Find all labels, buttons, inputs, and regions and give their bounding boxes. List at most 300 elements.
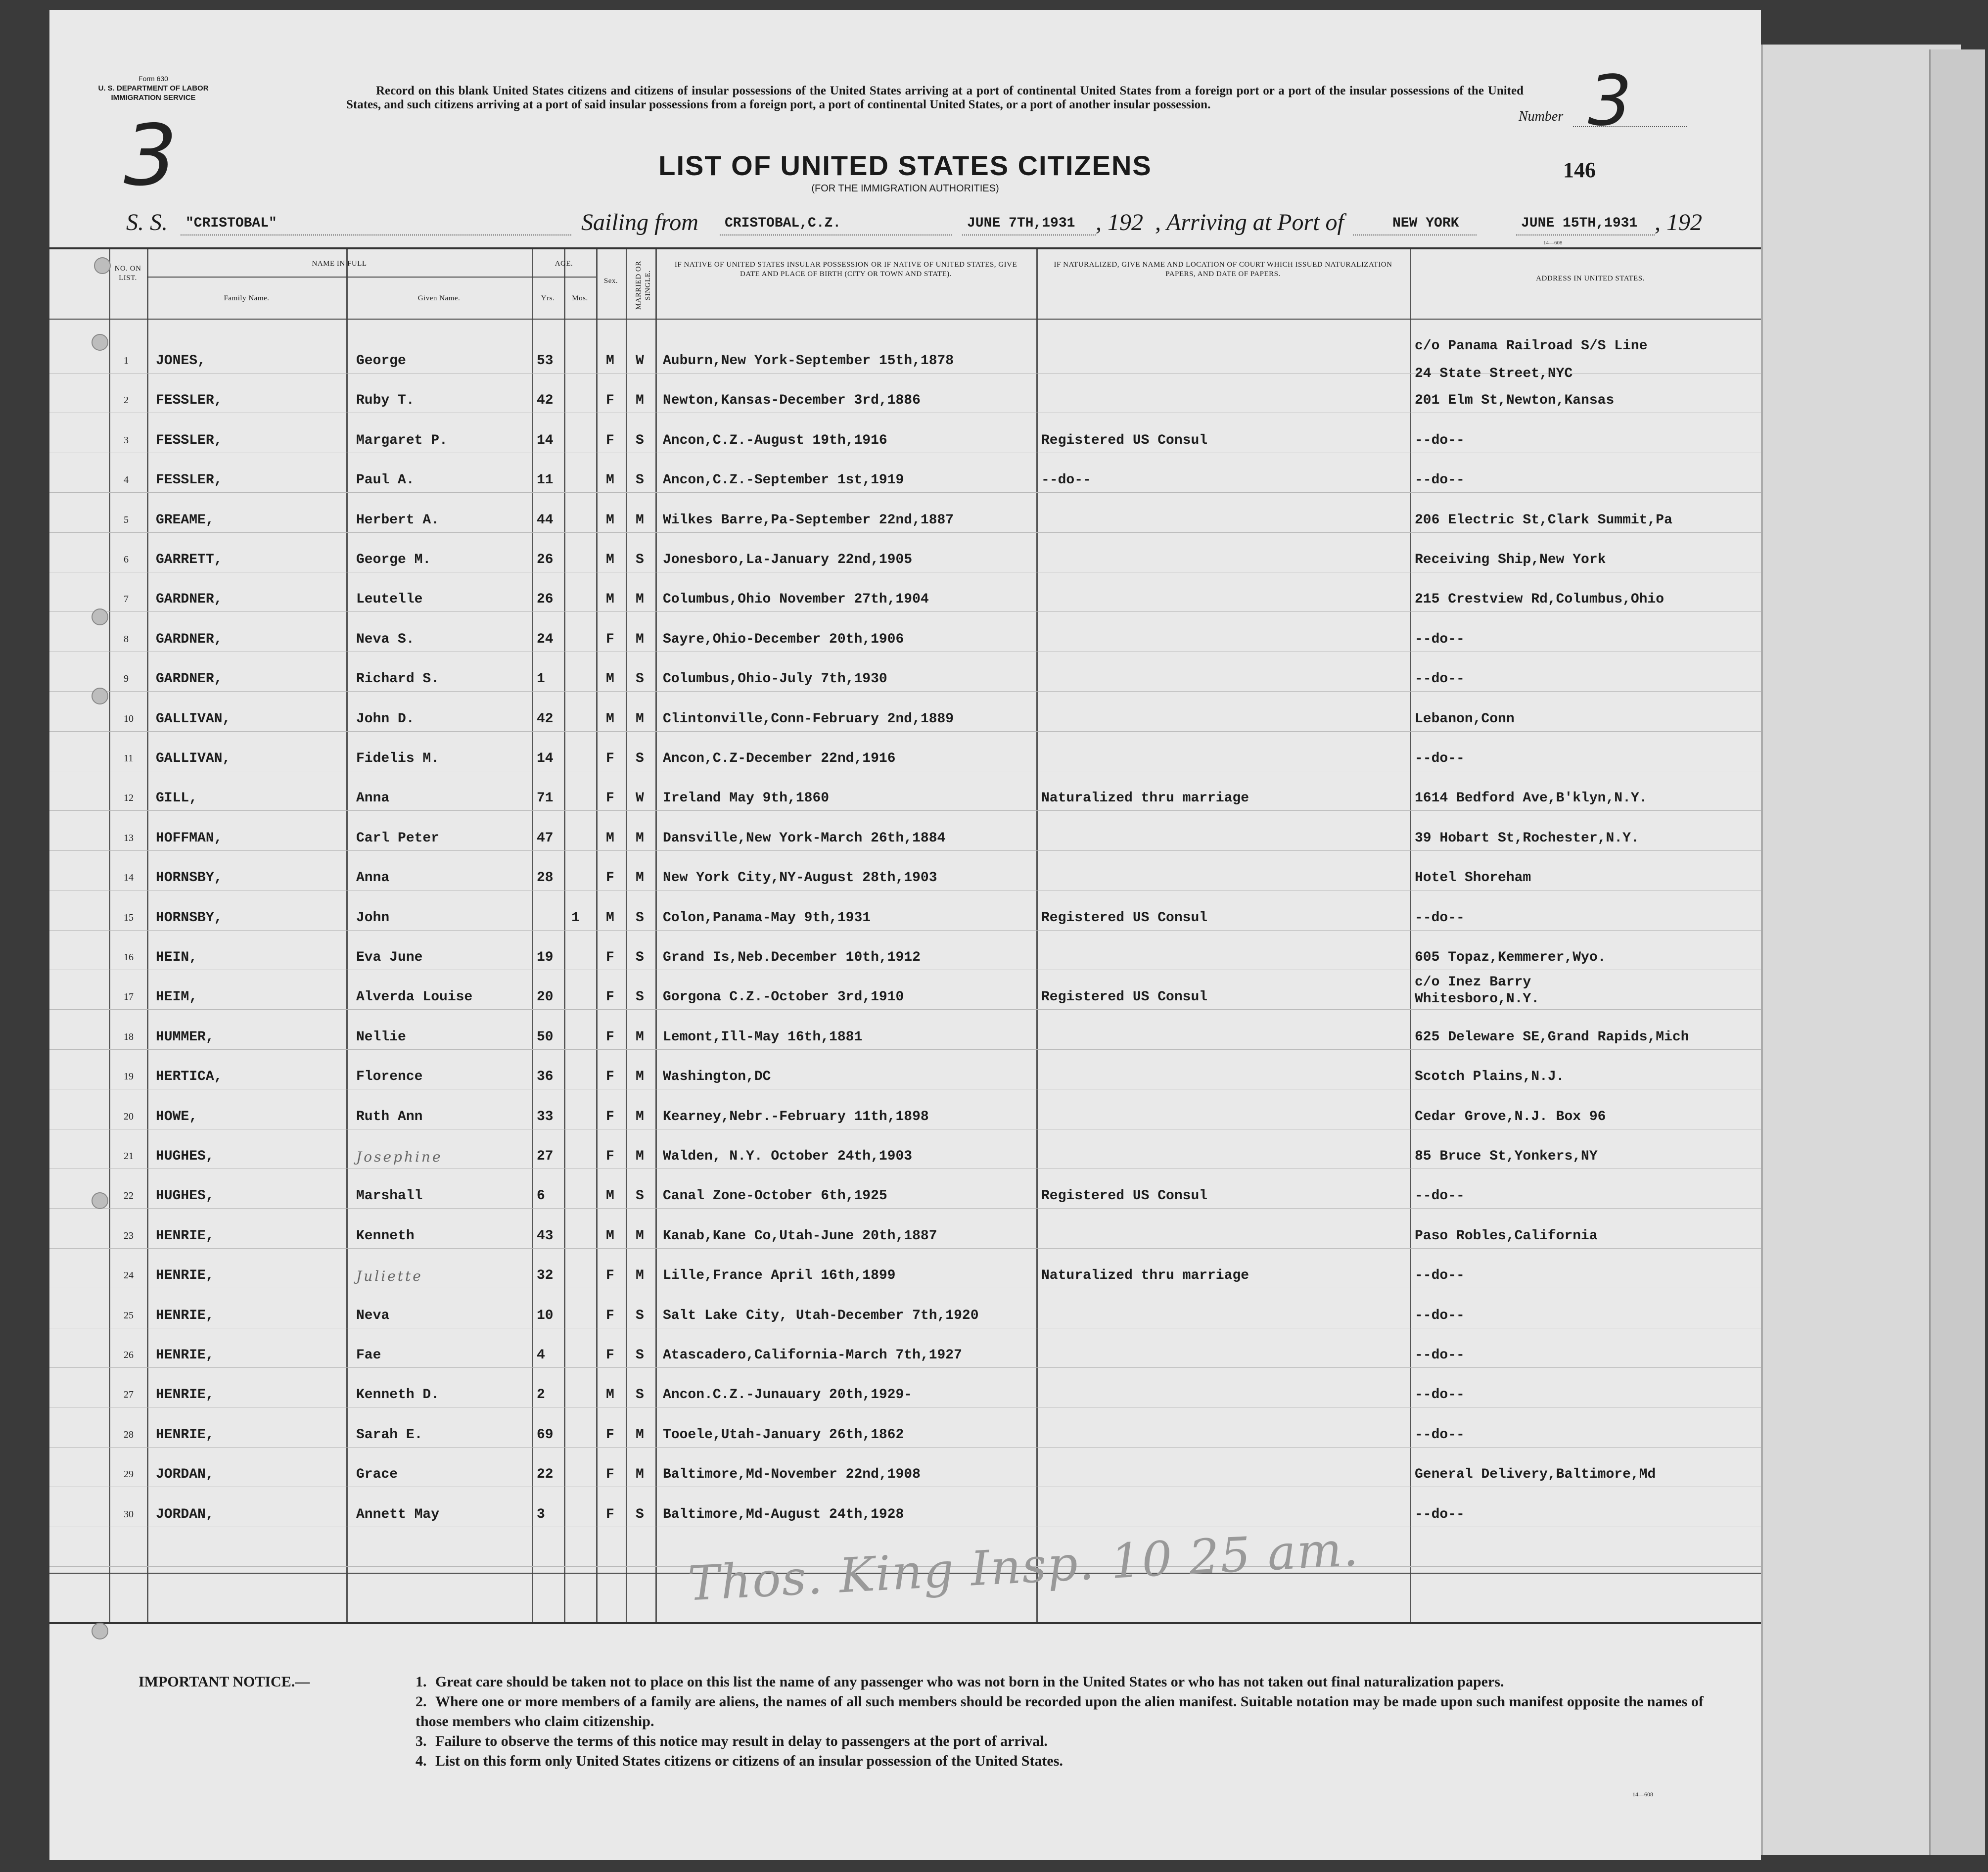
cell-family: HEIN,	[156, 950, 198, 965]
cell-addr: Lebanon,Conn	[1415, 711, 1515, 727]
cell-given: Fidelis M.	[356, 751, 440, 766]
cell-given: Annett May	[356, 1507, 440, 1522]
cell-family: FESSLER,	[156, 393, 223, 408]
cell-yrs: 11	[537, 472, 554, 488]
cell-birth: Baltimore,Md-November 22nd,1908	[663, 1467, 921, 1482]
cell-no: 18	[124, 1031, 134, 1042]
cell-sex: F	[606, 1268, 614, 1283]
header-bottom-rule	[49, 319, 1761, 320]
cell-given: Marshall	[356, 1188, 423, 1204]
cell-ms: S	[636, 989, 644, 1005]
cell-family: GALLIVAN,	[156, 711, 231, 727]
cell-no: 22	[124, 1190, 134, 1201]
sailing-date: JUNE 7TH,1931	[967, 216, 1075, 231]
notice-text: List on this form only United States citizens or citizens of an insular possession of the United States.	[435, 1753, 1063, 1769]
passenger-row	[49, 975, 1761, 1029]
sailing-from: CRISTOBAL,C.Z.	[725, 216, 841, 231]
cell-birth: Wilkes Barre,Pa-September 22nd,1887	[663, 513, 954, 528]
binder-hole	[92, 608, 108, 625]
cell-given: John	[356, 910, 390, 926]
col-no-header: NO. ON LIST.	[114, 265, 141, 282]
cell-ms: M	[636, 592, 644, 607]
passenger-row	[49, 592, 1761, 631]
cell-yrs: 24	[537, 632, 554, 647]
cell-no: 3	[124, 435, 129, 446]
cell-given: Leutelle	[356, 592, 423, 607]
passenger-row	[49, 671, 1761, 711]
cell-family: GILL,	[156, 791, 198, 806]
cell-family: GARDNER,	[156, 632, 223, 647]
cell-given: Eva June	[356, 950, 423, 965]
cell-ms: S	[636, 910, 644, 926]
cell-yrs: 42	[537, 711, 554, 727]
cell-given: Herbert A.	[356, 513, 440, 528]
passenger-row	[49, 751, 1761, 791]
passenger-row	[49, 791, 1761, 830]
cell-birth: Grand Is,Neb.December 10th,1912	[663, 950, 921, 965]
cell-sex: F	[606, 791, 614, 806]
passenger-row	[49, 393, 1761, 432]
passenger-row	[49, 711, 1761, 751]
cell-no: 7	[124, 594, 129, 605]
passenger-row	[49, 870, 1761, 910]
cell-sex: F	[606, 1030, 614, 1045]
cell-birth: Kearney,Nebr.-February 11th,1898	[663, 1109, 929, 1124]
page-number: 146	[1563, 158, 1596, 182]
cell-addr: --do--	[1415, 910, 1465, 926]
cell-addr: --do--	[1415, 751, 1465, 766]
col-age-header: AGE.	[555, 260, 573, 268]
cell-family: HEIM,	[156, 989, 198, 1005]
cell-yrs: 32	[537, 1268, 554, 1283]
cell-birth: Walden, N.Y. October 24th,1903	[663, 1149, 913, 1164]
cell-family: FESSLER,	[156, 472, 223, 488]
cell-addr: 1614 Bedford Ave,B'klyn,N.Y.	[1415, 791, 1648, 806]
cell-ms: M	[636, 831, 644, 846]
cell-ms: S	[636, 1348, 644, 1363]
cell-ms: S	[636, 433, 644, 448]
cell-yrs: 71	[537, 791, 554, 806]
manifest-table	[49, 247, 1761, 1624]
cell-given: Kenneth D.	[356, 1387, 440, 1403]
cell-sex: M	[606, 552, 614, 567]
ship-name: "CRISTOBAL"	[185, 216, 277, 231]
intro-text: Record on this blank United States citizens and citizens of insular possessions of the United States arriving at a port of continental United States from a foreign port or a port of the insular possessions of the United States, and such citizens arriving at a port of said insular possessions from a foreign port, a port of continental United States, or a port of another insular possession.	[346, 84, 1524, 111]
passenger-row	[49, 1069, 1761, 1109]
cell-no: 6	[124, 554, 129, 565]
cell-birth: Clintonville,Conn-February 2nd,1889	[663, 711, 954, 727]
cell-family: HOWE,	[156, 1109, 198, 1124]
cell-addr: --do--	[1415, 671, 1465, 687]
cell-birth: Salt Lake City, Utah-December 7th,1920	[663, 1308, 979, 1323]
cell-addr: c/o Inez Barry	[1415, 975, 1531, 990]
passenger-row	[49, 1188, 1761, 1228]
col-sex-header: Sex.	[603, 277, 618, 285]
cell-family: HUGHES,	[156, 1149, 214, 1164]
cell-ms: M	[636, 513, 644, 528]
cell-birth: Colon,Panama-May 9th,1931	[663, 910, 871, 926]
name-subheader-rule	[147, 277, 532, 278]
col-address-header: ADDRESS IN UNITED STATES.	[1536, 275, 1645, 282]
col-birth-header: IF NATIVE OF UNITED STATES INSULAR POSSESSION OR IF NATIVE OF UNITED STATES, GIVE DATE AND PLACE OF BIRTH (CITY OR TOWN AND STATE).	[674, 261, 1017, 278]
cell-no: 30	[124, 1509, 134, 1520]
sailing-date-underline	[962, 234, 1096, 235]
passenger-row	[49, 433, 1761, 472]
passenger-row	[49, 1308, 1761, 1348]
cell-family: GARRETT,	[156, 552, 223, 567]
cell-ms: W	[636, 791, 644, 806]
cell-ms: S	[636, 751, 644, 766]
cell-family: JORDAN,	[156, 1507, 214, 1522]
cell-family: HENRIE,	[156, 1387, 214, 1403]
cell-given: Nellie	[356, 1030, 406, 1045]
manifest-sheet	[49, 10, 1761, 1860]
cell-birth: Columbus,Ohio November 27th,1904	[663, 592, 929, 607]
ss-label: S. S.	[126, 209, 168, 235]
cell-ms: W	[636, 353, 644, 369]
cell-sex: F	[606, 1507, 614, 1522]
binder-hole	[92, 1623, 108, 1639]
cell-no: 8	[124, 634, 129, 645]
cell-yrs: 14	[537, 751, 554, 766]
cell-sex: M	[606, 831, 614, 846]
cell-birth: New York City,NY-August 28th,1903	[663, 870, 937, 886]
cell-sex: F	[606, 1427, 614, 1443]
cell-birth: Dansville,New York-March 26th,1884	[663, 831, 946, 846]
cell-yrs: 10	[537, 1308, 554, 1323]
arrival-port: NEW YORK	[1392, 216, 1459, 231]
cell-yrs: 33	[537, 1109, 554, 1124]
passenger-row	[49, 338, 1761, 393]
cell-sex: M	[606, 1188, 614, 1204]
cell-addr: --do--	[1415, 1188, 1465, 1204]
cell-no: 4	[124, 474, 129, 485]
cell-birth: Ancon,C.Z.-September 1st,1919	[663, 472, 904, 488]
cell-birth: Jonesboro,La-January 22nd,1905	[663, 552, 913, 567]
col-given-header: Given Name.	[417, 294, 461, 302]
cell-birth: Baltimore,Md-August 24th,1928	[663, 1507, 904, 1522]
cell-birth: Columbus,Ohio-July 7th,1930	[663, 671, 887, 687]
cell-no: 28	[124, 1429, 134, 1440]
passenger-row	[49, 1149, 1761, 1188]
form-code: 14—608	[1543, 240, 1563, 246]
cell-addr: Hotel Shoreham	[1415, 870, 1531, 886]
cell-sex: F	[606, 950, 614, 965]
col-married-header: MARRIED OR SINGLE.	[635, 261, 652, 310]
inspector-signature: Thos. King Insp. 10 25 am.	[686, 1521, 1360, 1612]
cell-family: GARDNER,	[156, 592, 223, 607]
sailing-underline	[720, 234, 952, 235]
cell-family: JORDAN,	[156, 1467, 214, 1482]
cell-no: 9	[124, 673, 129, 684]
cell-ms: M	[636, 870, 644, 886]
cell-sex: F	[606, 1348, 614, 1363]
cell-yrs: 3	[537, 1507, 545, 1522]
cell-ms: M	[636, 1467, 644, 1482]
cell-ms: S	[636, 950, 644, 965]
cell-family: HUMMER,	[156, 1030, 214, 1045]
cell-addr2: Whitesboro,N.Y.	[1415, 991, 1540, 1007]
cell-birth: Sayre,Ohio-December 20th,1906	[663, 632, 904, 647]
cell-family: FESSLER,	[156, 433, 223, 448]
cell-birth: Washington,DC	[663, 1069, 771, 1084]
cell-sex: F	[606, 1069, 614, 1084]
notice-number: 2.	[416, 1693, 427, 1710]
notice-text: Great care should be taken not to place on this list the name of any passenger who was not born in the United States or who has not taken out final naturalization papers.	[435, 1674, 1504, 1690]
cell-birth: Ancon,C.Z.-August 19th,1916	[663, 433, 887, 448]
cell-yrs: 69	[537, 1427, 554, 1443]
cell-family: HENRIE,	[156, 1427, 214, 1443]
cell-no: 20	[124, 1111, 134, 1122]
binder-hole	[92, 1192, 108, 1209]
cell-family: HUGHES,	[156, 1188, 214, 1204]
cell-nat: --do--	[1041, 472, 1091, 488]
notice-number: 3.	[416, 1733, 427, 1749]
passenger-row	[49, 1030, 1761, 1069]
cell-ms: M	[636, 393, 644, 408]
footer-code: 14—608	[1632, 1791, 1653, 1798]
cell-given: Neva	[356, 1308, 390, 1323]
cell-family: GALLIVAN,	[156, 751, 231, 766]
notice-item	[416, 1692, 1711, 1732]
cell-sex: F	[606, 1308, 614, 1323]
cell-given: Paul A.	[356, 472, 415, 488]
cell-no: 12	[124, 793, 134, 803]
arrival-date-underline	[1516, 234, 1655, 235]
cell-family: GREAME,	[156, 513, 214, 528]
cell-ms: M	[636, 1149, 644, 1164]
cell-ms: M	[636, 1427, 644, 1443]
cell-ms: S	[636, 671, 644, 687]
cell-sex: F	[606, 433, 614, 448]
passenger-row	[49, 1427, 1761, 1467]
cell-yrs: 27	[537, 1149, 554, 1164]
voyage-line	[126, 209, 1729, 238]
cell-mos: 1	[571, 910, 580, 926]
form-header	[89, 74, 218, 102]
cell-sex: F	[606, 393, 614, 408]
cell-ms: S	[636, 1507, 644, 1522]
cell-given: Kenneth	[356, 1228, 415, 1244]
cell-sex: F	[606, 1149, 614, 1164]
cell-no: 16	[124, 952, 134, 963]
cell-birth: Kanab,Kane Co,Utah-June 20th,1887	[663, 1228, 937, 1244]
cell-family: HENRIE,	[156, 1228, 214, 1244]
cell-addr: 605 Topaz,Kemmerer,Wyo.	[1415, 950, 1606, 965]
cell-addr: --do--	[1415, 472, 1465, 488]
cell-no: 5	[124, 515, 129, 525]
cell-given: Neva S.	[356, 632, 415, 647]
cell-birth: Tooele,Utah-January 26th,1862	[663, 1427, 904, 1443]
service: IMMIGRATION SERVICE	[111, 94, 196, 102]
cell-addr: --do--	[1415, 1507, 1465, 1522]
cell-family: HENRIE,	[156, 1348, 214, 1363]
cell-addr: --do--	[1415, 1268, 1465, 1283]
cell-yrs: 50	[537, 1030, 554, 1045]
cell-birth: Newton,Kansas-December 3rd,1886	[663, 393, 921, 408]
cell-given: Ruth Ann	[356, 1109, 423, 1124]
cell-family: HENRIE,	[156, 1268, 214, 1283]
cell-no: 29	[124, 1469, 134, 1480]
cell-sex: M	[606, 671, 614, 687]
cell-given: Sarah E.	[356, 1427, 423, 1443]
cell-given: Carl Peter	[356, 831, 440, 846]
cell-no: 14	[124, 872, 134, 883]
passenger-row	[49, 1387, 1761, 1427]
cell-addr: --do--	[1415, 1308, 1465, 1323]
cell-sex: F	[606, 632, 614, 647]
arriving-label: , Arriving at Port of	[1155, 209, 1344, 235]
cell-birth: Gorgona C.Z.-October 3rd,1910	[663, 989, 904, 1005]
cell-addr: Receiving Ship,New York	[1415, 552, 1606, 567]
cell-given: George M.	[356, 552, 431, 567]
cell-ms: S	[636, 1387, 644, 1403]
page-title: LIST OF UNITED STATES CITIZENS	[658, 150, 1152, 181]
notice-item	[416, 1732, 1711, 1751]
cell-sex: F	[606, 751, 614, 766]
passenger-row	[49, 1268, 1761, 1308]
cell-addr: --do--	[1415, 433, 1465, 448]
passenger-row	[49, 831, 1761, 870]
cell-sex: M	[606, 1387, 614, 1403]
cell-ms: M	[636, 1069, 644, 1084]
port-underline	[1353, 234, 1477, 235]
cell-yrs: 44	[537, 513, 554, 528]
cell-yrs: 47	[537, 831, 554, 846]
cell-birth: Ancon.C.Z.-Junauary 20th,1929-	[663, 1387, 913, 1403]
cell-nat: Registered US Consul	[1041, 1188, 1208, 1204]
passenger-row	[49, 1109, 1761, 1149]
cell-ms: M	[636, 632, 644, 647]
cell-no: 13	[124, 833, 134, 843]
cell-ms: M	[636, 1268, 644, 1283]
age-subheader-rule	[532, 277, 596, 278]
cell-yrs: 14	[537, 433, 554, 448]
cell-no: 19	[124, 1071, 134, 1082]
cell-sex: F	[606, 870, 614, 886]
cell-yrs: 20	[537, 989, 554, 1005]
cell-family: HOFFMAN,	[156, 831, 223, 846]
cell-addr: --do--	[1415, 1387, 1465, 1403]
sailing-label: Sailing from	[581, 209, 698, 235]
cell-family: HENRIE,	[156, 1308, 214, 1323]
cell-sex: M	[606, 513, 614, 528]
passenger-row	[49, 1348, 1761, 1387]
cell-birth: Ancon,C.Z-December 22nd,1916	[663, 751, 896, 766]
notice-number: 1.	[416, 1674, 427, 1690]
cell-birth: Ireland May 9th,1860	[663, 791, 830, 806]
notice-lead: IMPORTANT NOTICE.—	[139, 1674, 310, 1690]
passenger-row	[49, 552, 1761, 592]
cell-birth: Canal Zone-October 6th,1925	[663, 1188, 887, 1204]
cell-ms: S	[636, 552, 644, 567]
cell-no: 17	[124, 991, 134, 1002]
cell-yrs: 19	[537, 950, 554, 965]
col-name-header: NAME IN FULL	[312, 260, 367, 268]
notice-number: 4.	[416, 1753, 427, 1769]
cell-yrs: 26	[537, 592, 554, 607]
notice-item	[416, 1751, 1711, 1771]
cell-sex: F	[606, 1467, 614, 1482]
cell-no: 27	[124, 1389, 134, 1400]
cell-given: Grace	[356, 1467, 398, 1482]
cell-ms: S	[636, 1308, 644, 1323]
cell-addr: Cedar Grove,N.J. Box 96	[1415, 1109, 1606, 1124]
cell-addr: --do--	[1415, 1348, 1465, 1363]
cell-birth: Lemont,Ill-May 16th,1881	[663, 1030, 863, 1045]
cell-addr: 625 Deleware SE,Grand Rapids,Mich	[1415, 1030, 1689, 1045]
col-mos-header: Mos.	[572, 294, 588, 302]
cell-no: 1	[124, 355, 129, 366]
cell-addr: c/o Panama Railroad S/S Line	[1415, 338, 1648, 354]
cell-birth: Atascadero,California-March 7th,1927	[663, 1348, 962, 1363]
cell-sex: M	[606, 472, 614, 488]
cell-given: Anna	[356, 791, 390, 806]
cell-yrs: 26	[537, 552, 554, 567]
cell-no: 23	[124, 1230, 134, 1241]
cell-addr: General Delivery,Baltimore,Md	[1415, 1467, 1656, 1482]
col-yrs-header: Yrs.	[541, 294, 555, 302]
cell-family: HORNSBY,	[156, 870, 223, 886]
cell-given: Margaret P.	[356, 433, 448, 448]
cell-sex: M	[606, 910, 614, 926]
passenger-row	[49, 1228, 1761, 1268]
cell-ms: M	[636, 1030, 644, 1045]
cell-no: 25	[124, 1310, 134, 1321]
cell-nat: Naturalized thru marriage	[1041, 791, 1249, 806]
passenger-row	[49, 472, 1761, 512]
cell-given: Alverda Louise	[356, 989, 473, 1005]
cell-no: 21	[124, 1151, 134, 1162]
cell-given: Richard S.	[356, 671, 440, 687]
form-number: Form 630	[139, 75, 168, 83]
col-family-header: Family Name.	[224, 294, 270, 302]
cell-yrs: 28	[537, 870, 554, 886]
cell-nat: Registered US Consul	[1041, 910, 1208, 926]
cell-ms: M	[636, 1109, 644, 1124]
cell-given: Josephine	[356, 1149, 443, 1165]
binder-hole	[94, 257, 111, 274]
passenger-row	[49, 632, 1761, 671]
page-subtitle: (FOR THE IMMIGRATION AUTHORITIES)	[811, 183, 999, 194]
cell-ms: M	[636, 1228, 644, 1244]
cell-given: Florence	[356, 1069, 423, 1084]
cell-nat: Registered US Consul	[1041, 433, 1208, 448]
notice-item	[416, 1672, 1711, 1692]
cell-family: JONES,	[156, 353, 206, 369]
cell-yrs: 22	[537, 1467, 554, 1482]
cell-no: 26	[124, 1350, 134, 1360]
cell-no: 10	[124, 713, 134, 724]
cell-yrs: 43	[537, 1228, 554, 1244]
cell-given: Ruby T.	[356, 393, 415, 408]
cell-nat: Registered US Consul	[1041, 989, 1208, 1005]
handwritten-list-number: 3	[124, 107, 178, 205]
cell-sex: M	[606, 353, 614, 369]
department: U. S. DEPARTMENT OF LABOR	[98, 84, 209, 93]
cell-yrs: 2	[537, 1387, 545, 1403]
number-value: 3	[1588, 61, 1632, 141]
cell-addr: Scotch Plains,N.J.	[1415, 1069, 1565, 1084]
binder-hole	[92, 334, 108, 351]
cell-given: Anna	[356, 870, 390, 886]
cell-addr: 215 Crestview Rd,Columbus,Ohio	[1415, 592, 1664, 607]
cell-sex: F	[606, 1109, 614, 1124]
cell-yrs: 42	[537, 393, 554, 408]
cell-sex: M	[606, 592, 614, 607]
cell-yrs: 36	[537, 1069, 554, 1084]
cell-yrs: 4	[537, 1348, 545, 1363]
